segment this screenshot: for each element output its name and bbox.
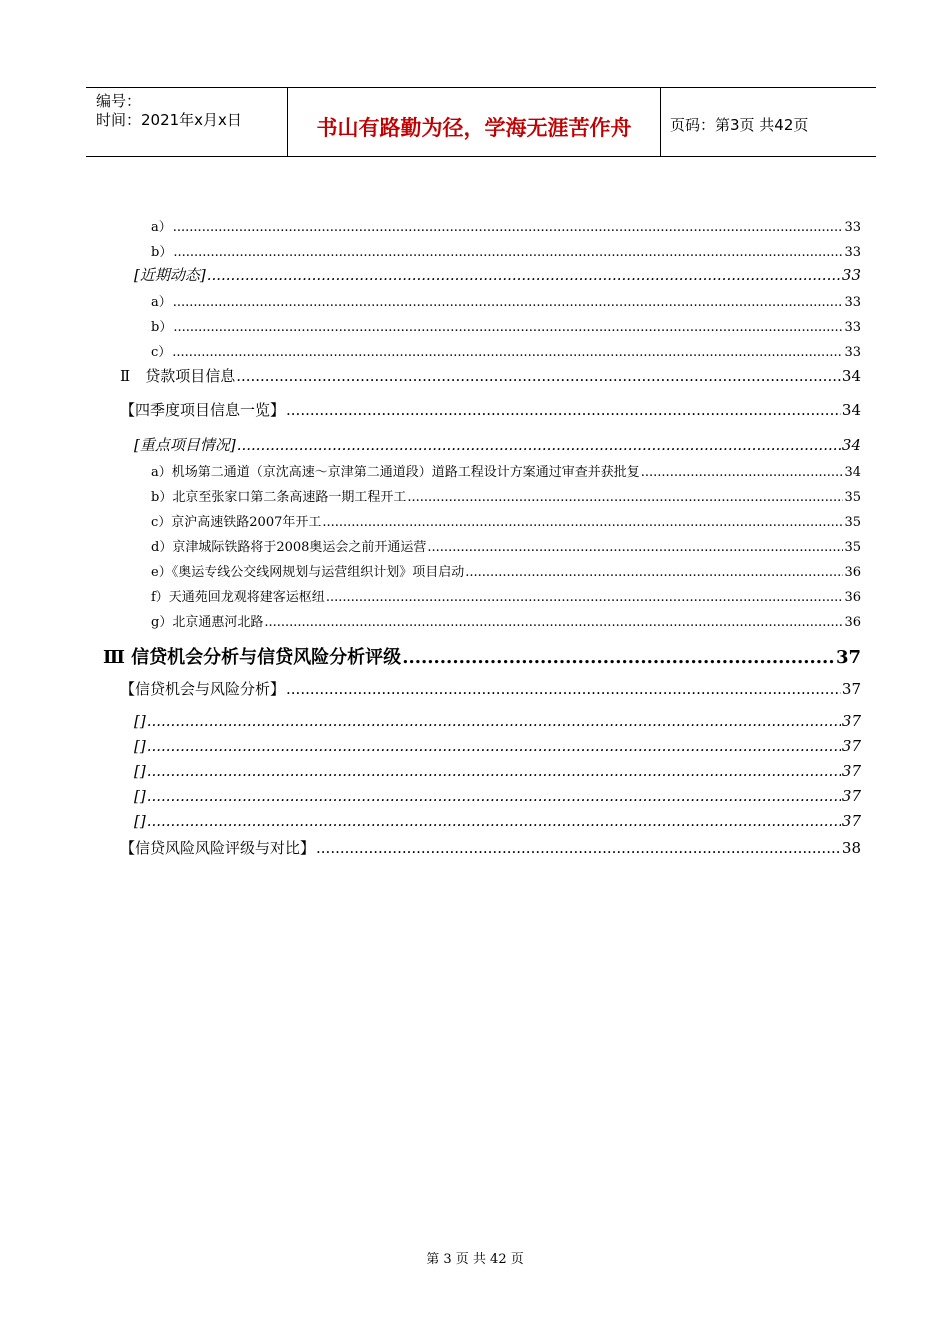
toc-entry-title: []: [134, 737, 146, 755]
header-page-label: 页码：第3页 共42页: [670, 116, 809, 134]
toc-entry-title: a）: [151, 295, 172, 310]
toc-entry-page: 37: [835, 647, 861, 668]
toc-entry-title: e）《奥运专线公交线网规划与运营组织计划》项目启动: [151, 565, 465, 580]
toc-entry[interactable]: [151, 241, 861, 260]
toc-entry-page: 33: [844, 295, 861, 310]
toc-entry[interactable]: [151, 291, 861, 310]
toc-entry[interactable]: [134, 264, 861, 285]
document-number-label: 编号：: [96, 92, 142, 110]
toc-entry[interactable]: [134, 812, 861, 830]
toc-entry-page: 37: [841, 762, 861, 780]
toc-entry[interactable]: [134, 434, 861, 455]
toc-entry-title: []: [134, 812, 146, 830]
toc-entry-title: 【四季度项目信息一览】: [120, 401, 286, 419]
toc-leader: [147, 812, 841, 830]
toc-entry-page: 35: [844, 515, 861, 530]
toc-entry[interactable]: [151, 216, 861, 235]
page-footer: 第 3 页 共 42 页: [426, 1252, 524, 1267]
toc-entry-page: 33: [844, 220, 861, 235]
toc-entry-title: g）北京通惠河北路: [151, 615, 264, 630]
toc-leader: [641, 465, 844, 480]
toc-entry-title: c）: [151, 345, 172, 360]
toc-entry-title: []: [134, 712, 146, 730]
toc-entry-title: Ⅲ 信贷机会分析与信贷风险分析评级: [103, 647, 402, 668]
header-motto-cell: [288, 88, 661, 156]
toc-entry[interactable]: [151, 511, 861, 530]
toc-entry[interactable]: [134, 712, 861, 730]
toc-entry-title: c）京沪高速铁路2007年开工: [151, 515, 322, 530]
toc-entry-title: [近期动态]: [134, 266, 206, 284]
toc-entry-page: 38: [841, 839, 861, 857]
toc-leader: [147, 787, 841, 805]
toc-entry[interactable]: [151, 486, 861, 505]
toc-entry-page: 34: [841, 401, 861, 419]
toc-entry[interactable]: [151, 316, 861, 335]
toc-leader: [237, 436, 841, 454]
toc-entry-title: a）机场第二通道（京沈高速～京津第二通道段）道路工程设计方案通过审查并获批复: [151, 465, 640, 480]
toc-entry-title: [重点项目情况]: [134, 436, 236, 454]
toc-entry-page: 37: [841, 712, 861, 730]
toc-entry[interactable]: [134, 737, 861, 755]
header-meta-cell: [86, 88, 288, 156]
toc-leader: [427, 540, 843, 555]
toc-leader: [173, 295, 844, 310]
toc-entry[interactable]: [120, 399, 861, 420]
toc-leader: [172, 345, 843, 360]
toc-entry-page: 37: [841, 812, 861, 830]
toc-entry-page: 33: [844, 320, 861, 335]
toc-entry-page: 33: [844, 245, 861, 260]
toc-leader: [407, 490, 843, 505]
toc-entry-title: a）: [151, 220, 172, 235]
toc-leader: [286, 401, 841, 419]
toc-leader: [207, 266, 841, 284]
toc-leader: [147, 712, 841, 730]
toc-leader: [326, 590, 844, 605]
toc-entry-page: 34: [844, 465, 861, 480]
toc-entry-page: 36: [844, 615, 861, 630]
toc-entry-page: 33: [841, 266, 861, 284]
toc-leader: [322, 515, 843, 530]
header-page-cell: [661, 88, 876, 156]
toc-entry[interactable]: [151, 341, 861, 360]
toc-entry-page: 37: [841, 680, 861, 698]
toc-entry-page: 37: [841, 737, 861, 755]
toc-entry[interactable]: [151, 461, 861, 480]
toc-entry-page: 34: [841, 367, 861, 385]
toc-entry-page: 34: [841, 436, 861, 454]
document-header: [86, 87, 876, 157]
toc-leader: [173, 320, 843, 335]
header-motto: 书山有路勤为径，学海无涯苦作舟: [316, 116, 632, 140]
toc-entry-page: 36: [844, 590, 861, 605]
toc-entry-title: b）北京至张家口第二条高速路一期工程开工: [151, 490, 407, 505]
toc-entry-title: b）: [151, 320, 173, 335]
document-time-label: 时间：2021年x月x日: [96, 111, 242, 129]
toc-entry[interactable]: [151, 586, 861, 605]
toc-entry[interactable]: [134, 762, 861, 780]
toc-entry-page: 36: [844, 565, 861, 580]
toc-entry-page: 37: [841, 787, 861, 805]
toc-entry-title: Ⅱ 贷款项目信息: [120, 367, 236, 385]
toc-entry-title: 【信贷机会与风险分析】: [120, 680, 286, 698]
toc-entry[interactable]: [134, 787, 861, 805]
toc-entry[interactable]: [120, 678, 861, 699]
toc-leader: [173, 220, 844, 235]
toc-entry-title: []: [134, 762, 146, 780]
toc-entry-title: d）京津城际铁路将于2008奥运会之前开通运营: [151, 540, 427, 555]
toc-entry[interactable]: [120, 365, 861, 386]
toc-entry-page: 35: [844, 540, 861, 555]
toc-leader: [316, 839, 841, 857]
toc-entry-title: 【信贷风险风险评级与对比】: [120, 839, 316, 857]
toc-entry-title: []: [134, 787, 146, 805]
toc-entry-page: 35: [844, 490, 861, 505]
toc-leader: [236, 367, 841, 385]
toc-entry[interactable]: [151, 611, 861, 630]
toc-entry-page: 33: [844, 345, 861, 360]
toc-leader: [173, 245, 843, 260]
toc-entry[interactable]: [120, 837, 861, 858]
toc-entry[interactable]: [103, 643, 861, 669]
toc-leader: [465, 565, 843, 580]
toc-leader: [402, 647, 835, 668]
toc-entry-title: b）: [151, 245, 173, 260]
toc-entry-title: f）天通苑回龙观将建客运枢纽: [151, 590, 325, 605]
toc-leader: [147, 737, 841, 755]
toc-leader: [147, 762, 841, 780]
toc-leader: [286, 680, 841, 698]
toc-entry[interactable]: [151, 536, 861, 555]
toc-entry[interactable]: [151, 561, 861, 580]
toc-leader: [264, 615, 843, 630]
